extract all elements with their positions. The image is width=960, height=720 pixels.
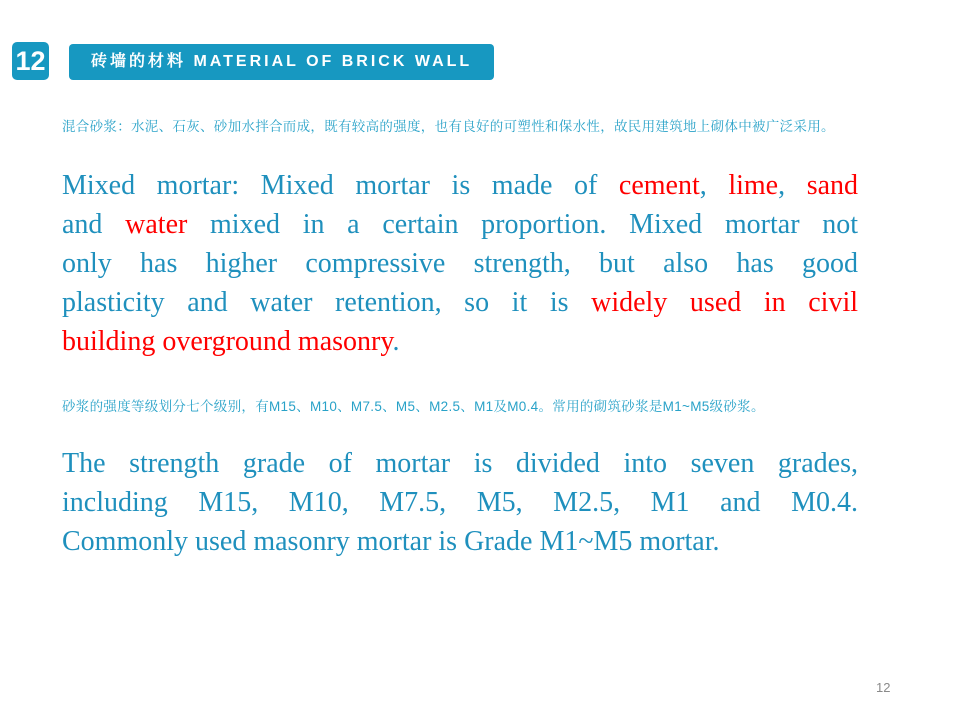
header-bar bbox=[69, 44, 494, 80]
text-line bbox=[62, 244, 858, 283]
body-text: , bbox=[699, 170, 729, 201]
slide-number-box bbox=[12, 42, 49, 80]
body-text: only has higher compressive strength, but also has good bbox=[62, 248, 858, 279]
body-text: mixed in a certain proportion. Mixed mortar not bbox=[187, 209, 858, 240]
text-line bbox=[62, 283, 858, 322]
highlight-text: water bbox=[125, 209, 188, 240]
text-line bbox=[62, 522, 858, 561]
english-paragraph-strength-grade bbox=[62, 444, 858, 561]
text-line bbox=[62, 205, 858, 244]
highlight-text: building overground masonry bbox=[62, 326, 393, 357]
english-paragraph-mixed-mortar bbox=[62, 166, 858, 361]
body-text: plasticity and water retention, so it is bbox=[62, 287, 592, 318]
slide-number-label: 12 bbox=[15, 45, 46, 76]
body-text: and bbox=[62, 209, 126, 240]
body-text: . bbox=[392, 326, 400, 357]
highlight-text: lime bbox=[728, 170, 779, 201]
body-text: Mixed mortar: Mixed mortar is made of bbox=[62, 170, 619, 201]
page-number: 12 bbox=[876, 680, 891, 695]
chinese-note-mixed-mortar: 混合砂浆：水泥、石灰、砂加水拌合而成，既有较高的强度，也有良好的可塑性和保水性，故民用建筑地上砌体中被广泛采用。 bbox=[62, 119, 835, 134]
chinese-note-strength-grade: 砂浆的强度等级划分七个级别，有M15、M10、M7.5、M5、M2.5、M1及M0.4。常用的砌筑砂浆是M1~M5级砂浆。 bbox=[62, 399, 765, 414]
body-text: The strength grade of mortar is divided into seven grades, bbox=[62, 448, 858, 479]
body-text: including M15, M10, M7.5, M5, M2.5, M1 and M0.4. bbox=[62, 487, 858, 518]
highlight-text: sand bbox=[806, 170, 859, 201]
text-line bbox=[62, 166, 858, 205]
header-title: 砖墙的材料 MATERIAL OF BRICK WALL bbox=[91, 53, 473, 70]
body-text: , bbox=[778, 170, 807, 201]
body-text: Commonly used masonry mortar is Grade M1~M5 mortar. bbox=[62, 526, 720, 557]
text-line bbox=[62, 322, 858, 361]
highlight-text: cement bbox=[618, 170, 700, 201]
highlight-text: widely used in civil bbox=[591, 287, 859, 318]
text-line bbox=[62, 483, 858, 522]
text-line bbox=[62, 444, 858, 483]
